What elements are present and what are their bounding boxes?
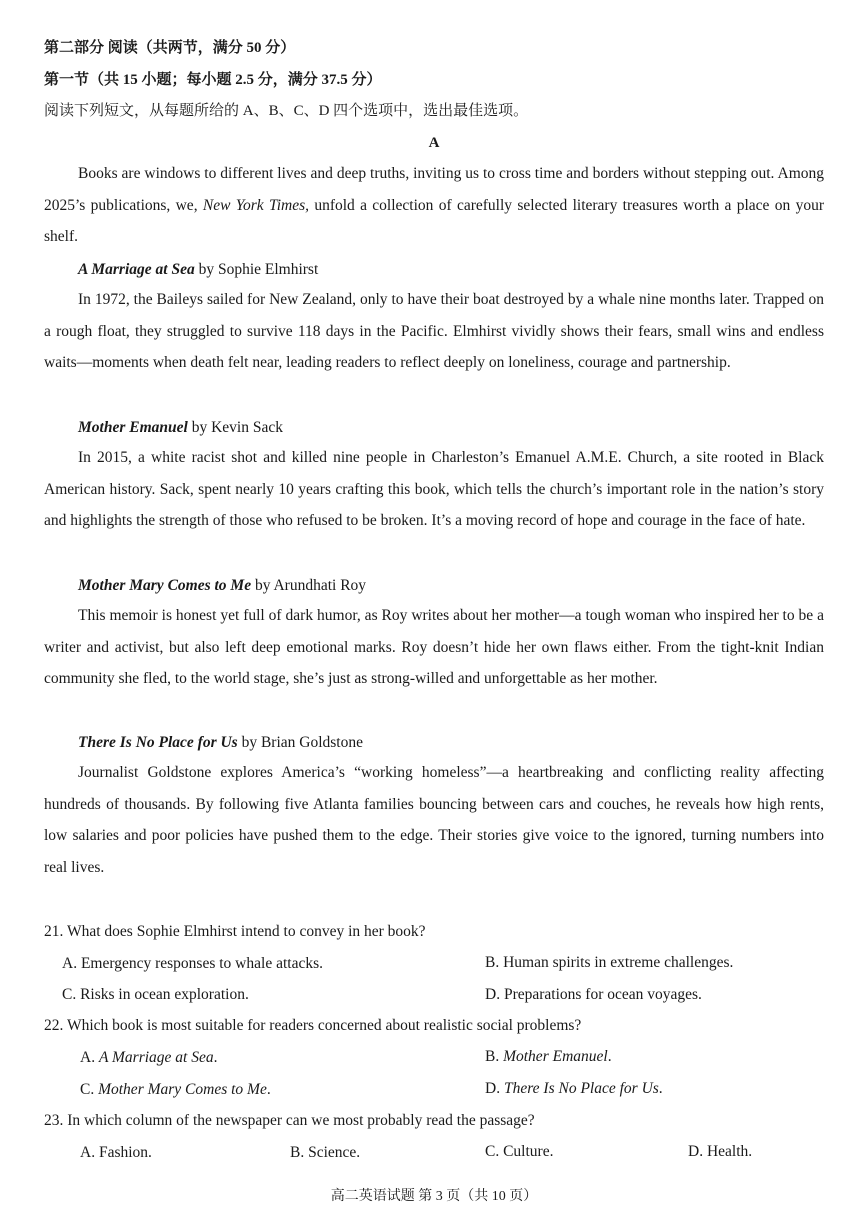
answer-option[interactable]: A. Fashion.	[80, 1144, 152, 1161]
part-heading: 第二部分 阅读（共两节，满分 50 分）	[44, 40, 296, 56]
answer-option[interactable]: C. Culture.	[485, 1143, 554, 1160]
book-heading	[78, 260, 318, 280]
answer-option[interactable]: C. Risks in ocean exploration.	[62, 986, 249, 1003]
book-description: Journalist Goldstone explores America’s “working homeless”—a heartbreaking and conflicting reality affecting hundreds of thousands. By following five Atlanta families bouncing between cars and couches, he reveals how high rents, low salaries and poor policies have pushed them to the edge. Their stories give voice to the ignored, turning numbers into real lives.	[44, 764, 824, 876]
book-title: Mother Mary Comes to Me	[78, 577, 252, 594]
book-title: There Is No Place for Us	[78, 734, 238, 751]
passage-label: A	[428, 135, 440, 151]
book-heading	[78, 733, 363, 753]
book-heading	[78, 418, 283, 438]
question-stem: 21. What does Sophie Elmhirst intend to convey in her book?	[44, 923, 426, 940]
book-description: In 1972, the Baileys sailed for New Zealand, only to have their boat destroyed by a whale nine months later. Trapped on a rough float, they struggled to survive 118 days in the Pacific. Elmhirst vividly shows their fears, small wins and endless waits—moments when death felt near, leading readers to reflect deeply on loneliness, courage and partnership.	[44, 291, 824, 371]
answer-option[interactable]: A. A Marriage at Sea.	[80, 1049, 218, 1066]
book-author: by Brian Goldstone	[237, 734, 363, 751]
section-heading: 第一节（共 15 小题；每小题 2.5 分，满分 37.5 分）	[44, 72, 382, 88]
book-description: This memoir is honest yet full of dark humor, as Roy writes about her mother—a tough woman who inspired her to be a writer and activist, but also left deep emotional marks. Roy doesn’t hide her own flaws either. From the tight-knit Indian community she fled, to the world stage, she’s just as strong-willed and unforgettable as her mother.	[44, 607, 824, 687]
option-book-title: Mother Mary Comes to Me	[98, 1081, 267, 1098]
instruction-text: 阅读下列短文，从每题所给的 A、B、C、D 四个选项中，选出最佳选项。	[44, 103, 529, 119]
answer-option[interactable]: C. Mother Mary Comes to Me.	[80, 1081, 271, 1098]
answer-option[interactable]: D. There Is No Place for Us.	[485, 1080, 663, 1097]
question-stem: 22. Which book is most suitable for readers concerned about realistic social problems?	[44, 1017, 582, 1034]
intro-text-after: unfold a collection of carefully selected literary treasures worth a place on your shelf.	[44, 196, 824, 245]
question-stem: 23. In which column of the newspaper can we most probably read the passage?	[44, 1112, 535, 1129]
book-author: by Sophie Elmhirst	[194, 261, 319, 278]
book-heading	[78, 576, 366, 596]
book-title: Mother Emanuel	[78, 419, 188, 436]
answer-option[interactable]: B. Human spirits in extreme challenges.	[485, 954, 734, 971]
book-author: by Kevin Sack	[187, 419, 283, 436]
book-author: by Arundhati Roy	[251, 577, 367, 594]
intro-text-before: Books are windows to different lives and deep truths, inviting us to cross time and borders without stepping out. Among 2025’s publications, we,	[44, 165, 824, 214]
page-footer: 高二英语试题 第 3 页（共 10 页）	[330, 1189, 538, 1204]
answer-option[interactable]: B. Mother Emanuel.	[485, 1048, 612, 1065]
intro-paragraph	[44, 158, 824, 253]
option-book-title: There Is No Place for Us	[503, 1080, 659, 1097]
answer-option[interactable]: D. Preparations for ocean voyages.	[485, 986, 702, 1003]
answer-option[interactable]: D. Health.	[688, 1143, 753, 1160]
answer-option[interactable]: A. Emergency responses to whale attacks.	[62, 955, 323, 972]
answer-option[interactable]: B. Science.	[290, 1144, 361, 1161]
intro-source: New York Times,	[202, 196, 309, 214]
option-book-title: A Marriage at Sea	[98, 1049, 214, 1066]
book-description: In 2015, a white racist shot and killed nine people in Charleston’s Emanuel A.M.E. Church, a site rooted in Black American history. Sack, spent nearly 10 years crafting this book, which tells the church’s important role in the nation’s story and highlights the strength of those who refused to be broken. It’s a moving record of hope and courage in the face of hate.	[44, 449, 824, 529]
option-book-title: Mother Emanuel	[503, 1048, 608, 1065]
book-title: A Marriage at Sea	[78, 261, 195, 278]
